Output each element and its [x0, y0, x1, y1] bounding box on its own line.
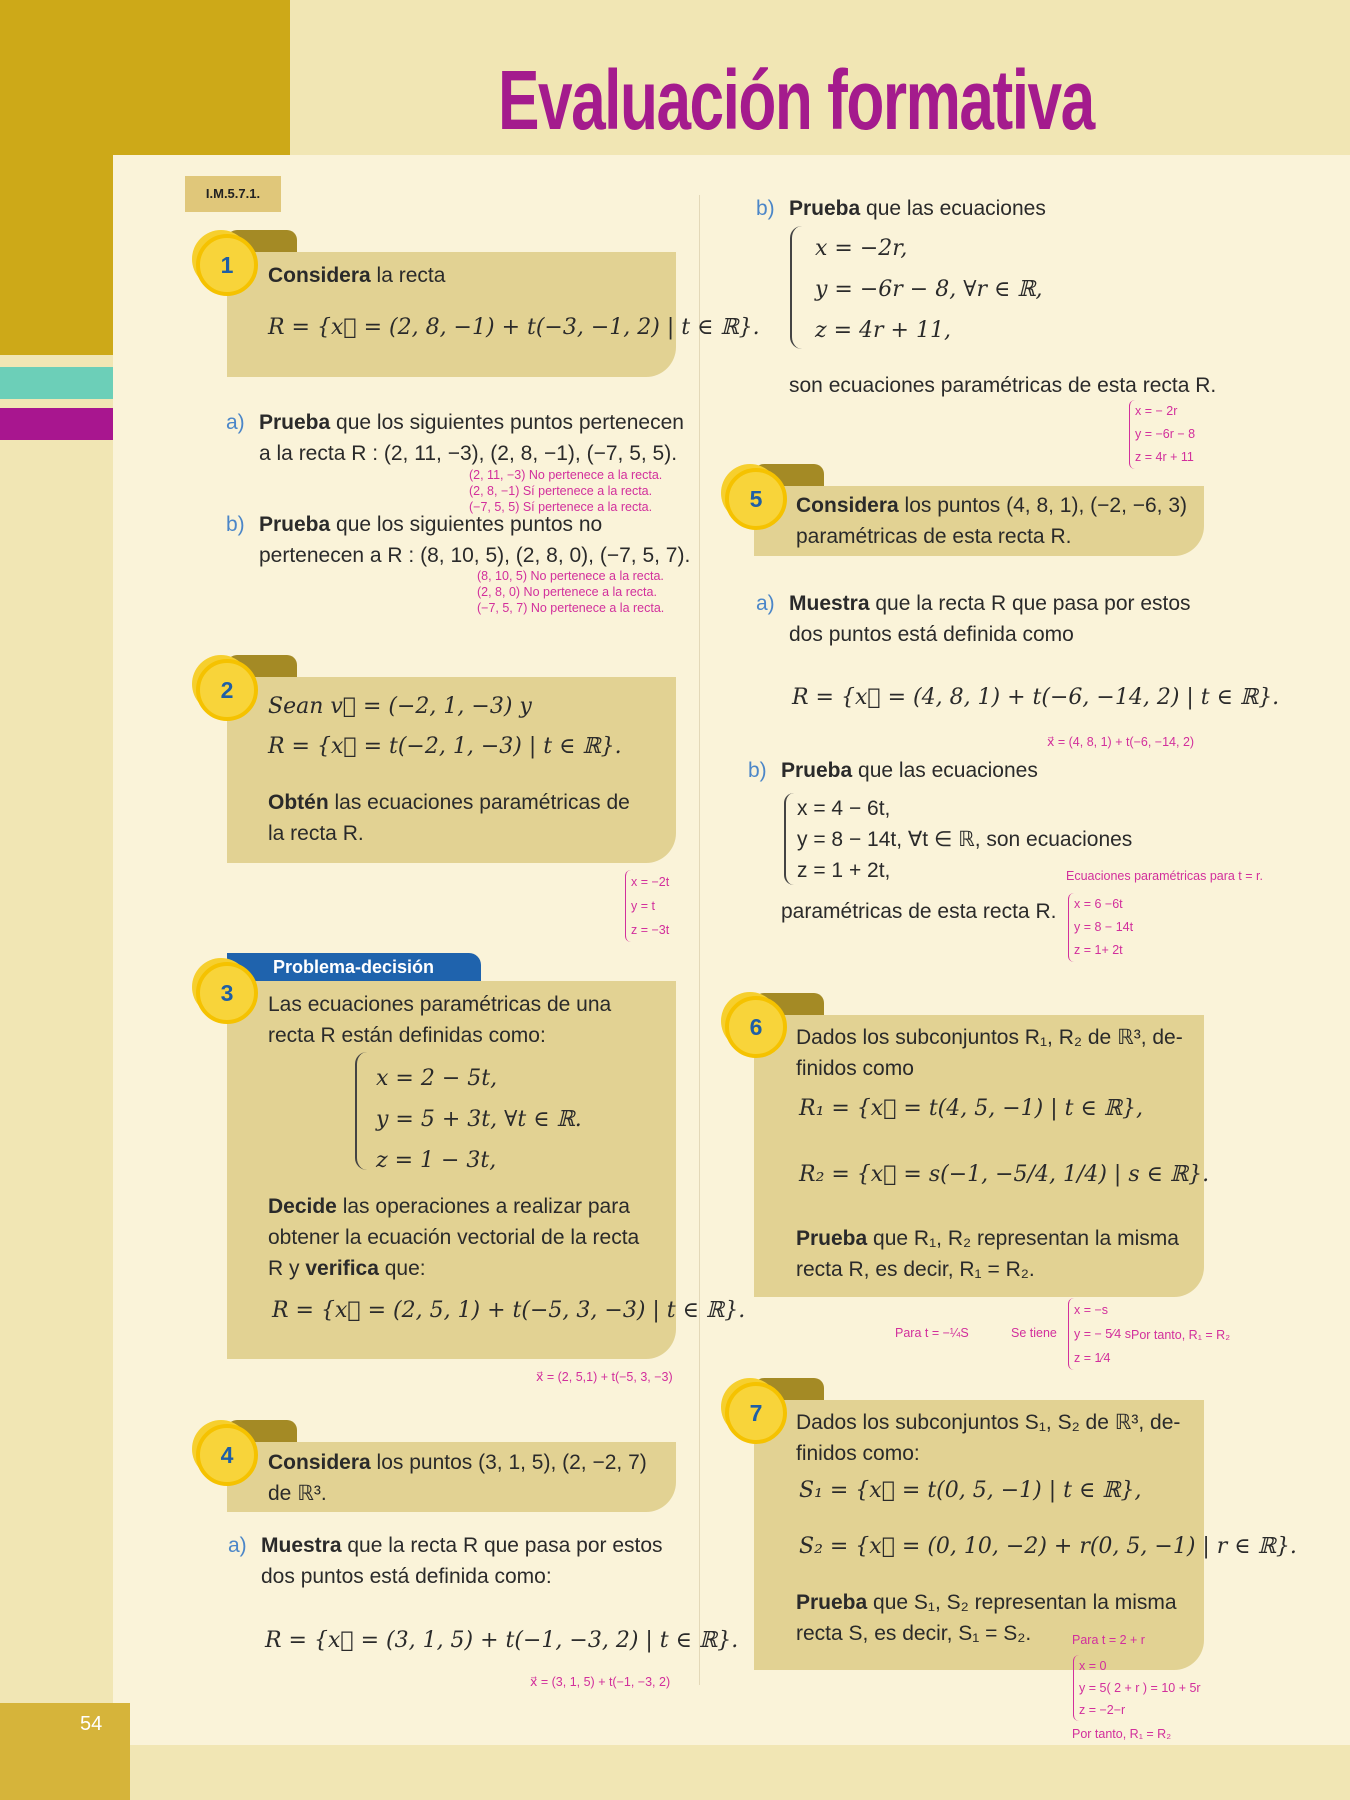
exercise-2-line: R = {x⃗ = t(−2, 1, −3) | t ∈ ℝ}.: [268, 734, 622, 759]
exercise-1-number: 1: [196, 234, 258, 296]
magenta-stripe: [0, 408, 113, 440]
exercise-2-number: 2: [196, 659, 258, 721]
exercise-1a-notes: (2, 11, −3) No pertenece a la recta. (2, 8, −1) Sí pertenece a la recta. (−7, 5, 5) Sí pertenece a la recta.: [469, 468, 663, 514]
exercise-5a-line: R = {x⃗ = (4, 8, 1) + t(−6, −14, 2) | t ∈ ℝ}.: [792, 685, 1280, 710]
exercise-2-statement: Obtén las ecuaciones paramétricas de la recta R.: [268, 791, 630, 845]
exercise-1b-text: Prueba que los siguientes puntos no pertenecen a R : (8, 10, 5), (2, 8, 0), (−7, 5, 7).: [259, 513, 691, 567]
exercise-3-line: R = {x⃗ = (2, 5, 1) + t(−5, 3, −3) | t ∈ ℝ}.: [272, 1298, 746, 1323]
exercise-6-notes: x = −s y = − 5⁄4 s z = 1⁄4: [1068, 1298, 1131, 1370]
teal-stripe: [0, 367, 113, 399]
exercise-3-statement: Decide las operaciones a realizar para obtener la ecuación vectorial de la recta R y verifica que:: [268, 1195, 640, 1280]
exercise-5b-system: x = 4 − 6t, y = 8 − 14t, ∀t ∈ ℝ, son ecuaciones z = 1 + 2t,: [797, 797, 1133, 882]
exercise-5b-conclusion: paramétricas de esta recta R.: [781, 900, 1057, 923]
exercise-6-number: 6: [725, 996, 787, 1058]
page-number-band: [0, 1703, 130, 1800]
page-number: 54: [80, 1713, 103, 1735]
exercise-7-notes: x = 0 y = 5( 2 + r ) = 10 + 5r z = −2−r: [1073, 1655, 1201, 1721]
exercise-5b-label: b): [748, 759, 767, 782]
exercise-7-line-1: S₁ = {x⃗ = t(0, 5, −1) | t ∈ ℝ},: [799, 1478, 1142, 1503]
exercise-6-line-1: R₁ = {x⃗ = t(4, 5, −1) | t ∈ ℝ},: [799, 1096, 1144, 1121]
exercise-6-note-conclusion: Por tanto, R₁ = R₂: [1131, 1328, 1231, 1342]
exercise-4b-notes: x = − 2r y = −6r − 8 z = 4r + 11: [1129, 400, 1195, 469]
exercise-4b-brace: [790, 226, 802, 349]
exercise-5-number: 5: [725, 468, 787, 530]
exercise-4-number: 4: [196, 1424, 258, 1486]
exercise-5a-note: x⃗ = (4, 8, 1) + t(−6, −14, 2): [1047, 735, 1195, 749]
exercise-3-system: x = 2 − 5t, y = 5 + 3t, ∀t ∈ ℝ. z = 1 − 3t,: [376, 1066, 582, 1173]
exercise-6-intro: Dados los subconjuntos R₁, R₂ de ℝ³, de- finidos como: [796, 1026, 1183, 1080]
exercise-4a-line: R = {x⃗ = (3, 1, 5) + t(−1, −3, 2) | t ∈ ℝ}.: [265, 1628, 739, 1653]
exercise-6-line-2: R₂ = {x⃗ = s(−1, −5/4, 1/4) | s ∈ ℝ}.: [799, 1162, 1210, 1187]
indicator-code: I.M.5.7.1.: [185, 176, 281, 212]
exercise-3-brace: [355, 1052, 367, 1170]
exercise-5b-text: Prueba que las ecuaciones: [781, 759, 1038, 782]
exercise-4a-text: Muestra que la recta R que pasa por estos dos puntos está definida como:: [261, 1534, 663, 1588]
exercise-3-intro: Las ecuaciones paramétricas de una recta R están definidas como:: [268, 993, 612, 1047]
exercise-1a-text: Prueba que los siguientes puntos pertenecen a la recta R : (2, 11, −3), (2, 8, −1), (−7, 5, 5).: [259, 411, 684, 465]
exercise-7-intro: Dados los subconjuntos S₁, S₂ de ℝ³, de- finidos como:: [796, 1411, 1181, 1465]
problem-decision-tag: Problema-decisión: [227, 953, 481, 981]
exercise-7-note-title: Para t = 2 + r: [1072, 1633, 1145, 1647]
exercise-2-vector: Sean v⃗ = (−2, 1, −3) y: [268, 694, 532, 719]
exercise-5b-brace: [784, 793, 794, 885]
exercise-6-note-param: Para t = −¼S: [895, 1326, 969, 1340]
exercise-4b-label: b): [756, 197, 775, 220]
exercise-5a-text: Muestra que la recta R que pasa por estos dos puntos está definida como: [789, 592, 1191, 646]
exercise-5-statement: Considera los puntos (4, 8, 1), (−2, −6, 3) paramétricas de esta recta R.: [796, 494, 1188, 548]
exercise-1-line: R = {x⃗ = (2, 8, −1) + t(−3, −1, 2) | t ∈ ℝ}.: [268, 315, 760, 340]
exercise-4b-system: x = −2r, y = −6r − 8, ∀r ∈ ℝ, z = 4r + 11,: [815, 236, 1043, 343]
exercise-4b-text: Prueba que las ecuaciones: [789, 197, 1046, 220]
exercise-7-number: 7: [725, 1382, 787, 1444]
column-divider: [699, 195, 700, 1685]
exercise-3-note: x⃗ = (2, 5,1) + t(−5, 3, −3): [536, 1370, 673, 1384]
exercise-1b-notes: (8, 10, 5) No pertenece a la recta. (2, 8, 0) No pertenece a la recta. (−7, 5, 7) No pertenece a la recta.: [477, 569, 665, 615]
exercise-4b-conclusion: son ecuaciones paramétricas de esta recta R.: [789, 374, 1217, 397]
page-title: Evaluación formativa: [498, 53, 1094, 147]
exercise-2-notes: x = −2t y = t z = −3t: [625, 870, 669, 942]
exercise-1b-label: b): [226, 513, 245, 536]
exercise-5b-note-title: Ecuaciones paramétricas para t = r.: [1066, 869, 1263, 883]
exercise-7-line-2: S₂ = {x⃗ = (0, 10, −2) + r(0, 5, −1) | r ∈ ℝ}.: [799, 1534, 1297, 1559]
exercise-1-statement: Considera la recta: [268, 264, 446, 287]
exercise-4-statement: Considera los puntos (3, 1, 5), (2, −2, 7) de ℝ³.: [268, 1451, 647, 1505]
exercise-6-note-se-tiene: Se tiene: [1011, 1326, 1057, 1340]
exercise-6-statement: Prueba que R₁, R₂ representan la misma recta R, es decir, R₁ = R₂.: [796, 1227, 1179, 1281]
exercise-1a-label: a): [226, 411, 245, 434]
exercise-5a-label: a): [756, 592, 775, 615]
exercise-7-statement: Prueba que S₁, S₂ representan la misma recta S, es decir, S₁ = S₂.: [796, 1591, 1177, 1645]
exercise-4a-note: x⃗ = (3, 1, 5) + t(−1, −3, 2): [530, 1675, 671, 1689]
exercise-4a-label: a): [228, 1534, 247, 1557]
exercise-5b-notes: x = 6 −6t y = 8 − 14t z = 1+ 2t: [1068, 893, 1133, 962]
exercise-3-number: 3: [196, 962, 258, 1024]
exercise-7-note-conclusion: Por tanto, R₁ = R₂: [1072, 1727, 1172, 1741]
